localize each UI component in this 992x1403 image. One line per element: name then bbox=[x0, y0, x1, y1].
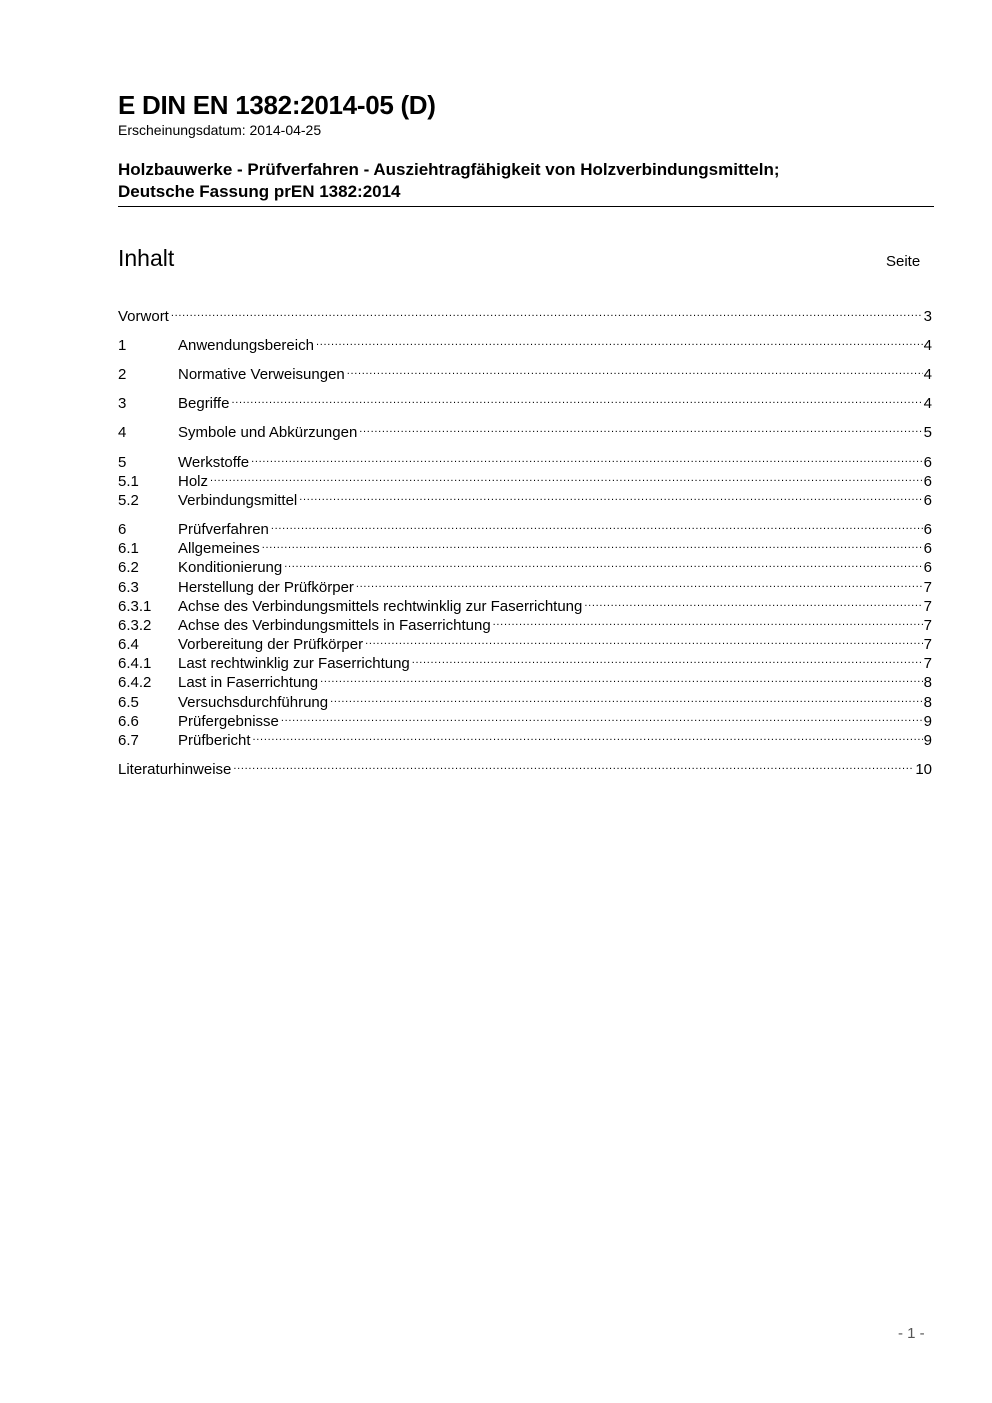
toc-dot-leader bbox=[412, 649, 923, 668]
toc-entry-6-4-1[interactable] bbox=[118, 649, 932, 672]
toc-entry-6[interactable] bbox=[118, 515, 932, 538]
toc-entry-title: Vorbereitung der Prüfkörper bbox=[178, 636, 364, 653]
toc-entry-title: Last rechtwinklig zur Faserrichtung bbox=[178, 655, 410, 672]
toc-entry-6-5[interactable] bbox=[118, 688, 932, 711]
toc-entry-number: 6.1 bbox=[118, 540, 139, 557]
toc-entry-page: 7 bbox=[923, 579, 932, 596]
toc-entry-number: 1 bbox=[118, 337, 127, 354]
toc-entry-page: 9 bbox=[923, 713, 932, 730]
publication-date: Erscheinungsdatum: 2014-04-25 bbox=[118, 122, 322, 138]
toc-entry-page: 9 bbox=[923, 732, 932, 749]
toc-entry-title: Holz bbox=[178, 473, 209, 490]
toc-entry-number: 6.3 bbox=[118, 579, 139, 596]
toc-entry-page: 8 bbox=[923, 674, 932, 691]
toc-entry-4[interactable] bbox=[118, 418, 932, 441]
toc-dot-leader bbox=[284, 553, 922, 572]
toc-entry-number: 6 bbox=[118, 521, 127, 538]
toc-entry-number: 6.2 bbox=[118, 559, 139, 576]
toc-entry-6-6[interactable] bbox=[118, 707, 932, 730]
toc-entry-title: Normative Verweisungen bbox=[178, 366, 345, 383]
toc-entry-6-7[interactable] bbox=[118, 726, 932, 749]
toc-page-column-label: Seite bbox=[886, 253, 921, 270]
toc-entry-page: 6 bbox=[923, 492, 932, 509]
toc-entry-number: 6.4 bbox=[118, 636, 139, 653]
subtitle-line-1: Holzbauwerke - Prüfverfahren - Ausziehtragfähigkeit von Holzverbindungsmitteln; bbox=[118, 160, 780, 179]
toc-entry-page: 7 bbox=[923, 598, 932, 615]
toc-entry-page: 5 bbox=[923, 424, 932, 441]
toc-dot-leader bbox=[320, 668, 923, 687]
toc-entry-bibliography[interactable] bbox=[118, 755, 932, 778]
title-divider bbox=[118, 206, 934, 207]
toc-entry-number: 2 bbox=[118, 366, 127, 383]
toc-dot-leader bbox=[584, 592, 922, 611]
toc-entry-3[interactable] bbox=[118, 389, 932, 412]
toc-entry-title: Anwendungsbereich bbox=[178, 337, 314, 354]
toc-dot-leader bbox=[299, 486, 922, 505]
toc-entry-number: 6.4.1 bbox=[118, 655, 152, 672]
toc-entry-page: 6 bbox=[923, 473, 932, 490]
toc-dot-leader bbox=[365, 630, 923, 649]
toc-dot-leader bbox=[231, 389, 922, 408]
document-subtitle bbox=[118, 159, 918, 203]
toc-entry-title: Versuchsdurchführung bbox=[178, 694, 329, 711]
toc-entry-1[interactable] bbox=[118, 331, 932, 354]
toc-dot-leader bbox=[281, 707, 923, 726]
toc-entry-number: 6.6 bbox=[118, 713, 139, 730]
toc-entry-page: 7 bbox=[923, 636, 932, 653]
toc-entry-6-3[interactable] bbox=[118, 573, 932, 596]
toc-dot-leader bbox=[316, 331, 923, 350]
toc-dot-leader bbox=[271, 515, 923, 534]
toc-entry-title: Allgemeines bbox=[178, 540, 260, 557]
toc-dot-leader bbox=[233, 755, 914, 774]
toc-entry-title: Prüfergebnisse bbox=[178, 713, 279, 730]
toc-entry-6-3-1[interactable] bbox=[118, 592, 932, 615]
toc-entry-title: Begriffe bbox=[178, 395, 230, 412]
toc-entry-foreword[interactable] bbox=[118, 302, 932, 325]
toc-entry-number: 5.1 bbox=[118, 473, 139, 490]
toc-dot-leader bbox=[493, 611, 923, 630]
toc-entry-number: 4 bbox=[118, 424, 127, 441]
toc-entry-number: 3 bbox=[118, 395, 127, 412]
toc-entry-page: 8 bbox=[923, 694, 932, 711]
toc-entry-page: 4 bbox=[923, 395, 932, 412]
toc-entry-title: Herstellung der Prüfkörper bbox=[178, 579, 354, 596]
toc-dot-leader bbox=[253, 726, 923, 745]
toc-entry-page: 4 bbox=[923, 366, 932, 383]
toc-entry-number: 6.3.2 bbox=[118, 617, 152, 634]
toc-entry-6-3-2[interactable] bbox=[118, 611, 932, 634]
subtitle-line-2: Deutsche Fassung prEN 1382:2014 bbox=[118, 182, 401, 201]
toc-entry-page: 7 bbox=[923, 617, 932, 634]
toc-entry-title: Symbole und Abkürzungen bbox=[178, 424, 358, 441]
toc-entry-page: 4 bbox=[923, 337, 932, 354]
toc-entry-page: 6 bbox=[923, 454, 932, 471]
toc-dot-leader bbox=[359, 418, 922, 437]
toc-entry-number: 6.5 bbox=[118, 694, 139, 711]
toc-entry-title: Prüfverfahren bbox=[178, 521, 269, 538]
toc-heading: Inhalt bbox=[118, 245, 175, 271]
toc-entry-title: Literaturhinweise bbox=[118, 761, 232, 778]
toc-entry-6-1[interactable] bbox=[118, 534, 932, 557]
toc-dot-leader bbox=[262, 534, 923, 553]
toc-entry-title: Verbindungsmittel bbox=[178, 492, 298, 509]
toc-entry-5[interactable] bbox=[118, 448, 932, 471]
toc-entry-6-2[interactable] bbox=[118, 553, 932, 576]
toc-entry-number: 6.7 bbox=[118, 732, 139, 749]
toc-dot-leader bbox=[171, 302, 923, 321]
toc-dot-leader bbox=[251, 448, 923, 467]
toc-entry-title: Achse des Verbindungsmittels in Faserrichtung bbox=[178, 617, 491, 634]
toc-entry-5-2[interactable] bbox=[118, 486, 932, 509]
toc-dot-leader bbox=[356, 573, 923, 592]
toc-entry-number: 6.3.1 bbox=[118, 598, 152, 615]
toc-entry-page: 3 bbox=[923, 308, 932, 325]
toc-entry-title: Vorwort bbox=[118, 308, 169, 325]
toc-entry-number: 5.2 bbox=[118, 492, 139, 509]
toc-entry-title: Prüfbericht bbox=[178, 732, 251, 749]
toc-entry-page: 7 bbox=[923, 655, 932, 672]
toc-entry-6-4[interactable] bbox=[118, 630, 932, 653]
toc-dot-leader bbox=[330, 688, 923, 707]
toc-entry-page: 6 bbox=[923, 540, 932, 557]
toc-entry-6-4-2[interactable] bbox=[118, 668, 932, 691]
toc-entry-page: 6 bbox=[923, 559, 932, 576]
toc-entry-title: Konditionierung bbox=[178, 559, 283, 576]
page-number: - 1 - bbox=[898, 1325, 925, 1342]
toc-entry-number: 5 bbox=[118, 454, 127, 471]
toc-entry-2[interactable] bbox=[118, 360, 932, 383]
toc-dot-leader bbox=[210, 467, 923, 486]
toc-entry-title: Werkstoffe bbox=[178, 454, 250, 471]
toc-entry-5-1[interactable] bbox=[118, 467, 932, 490]
toc-entry-page: 10 bbox=[915, 761, 932, 778]
toc-dot-leader bbox=[347, 360, 923, 379]
toc-entry-number: 6.4.2 bbox=[118, 674, 152, 691]
toc-entry-title: Last in Faserrichtung bbox=[178, 674, 319, 691]
toc-entry-title: Achse des Verbindungsmittels rechtwinklig zur Faserrichtung bbox=[178, 598, 583, 615]
toc-entry-page: 6 bbox=[923, 521, 932, 538]
document-title: E DIN EN 1382:2014-05 (D) bbox=[118, 90, 436, 120]
